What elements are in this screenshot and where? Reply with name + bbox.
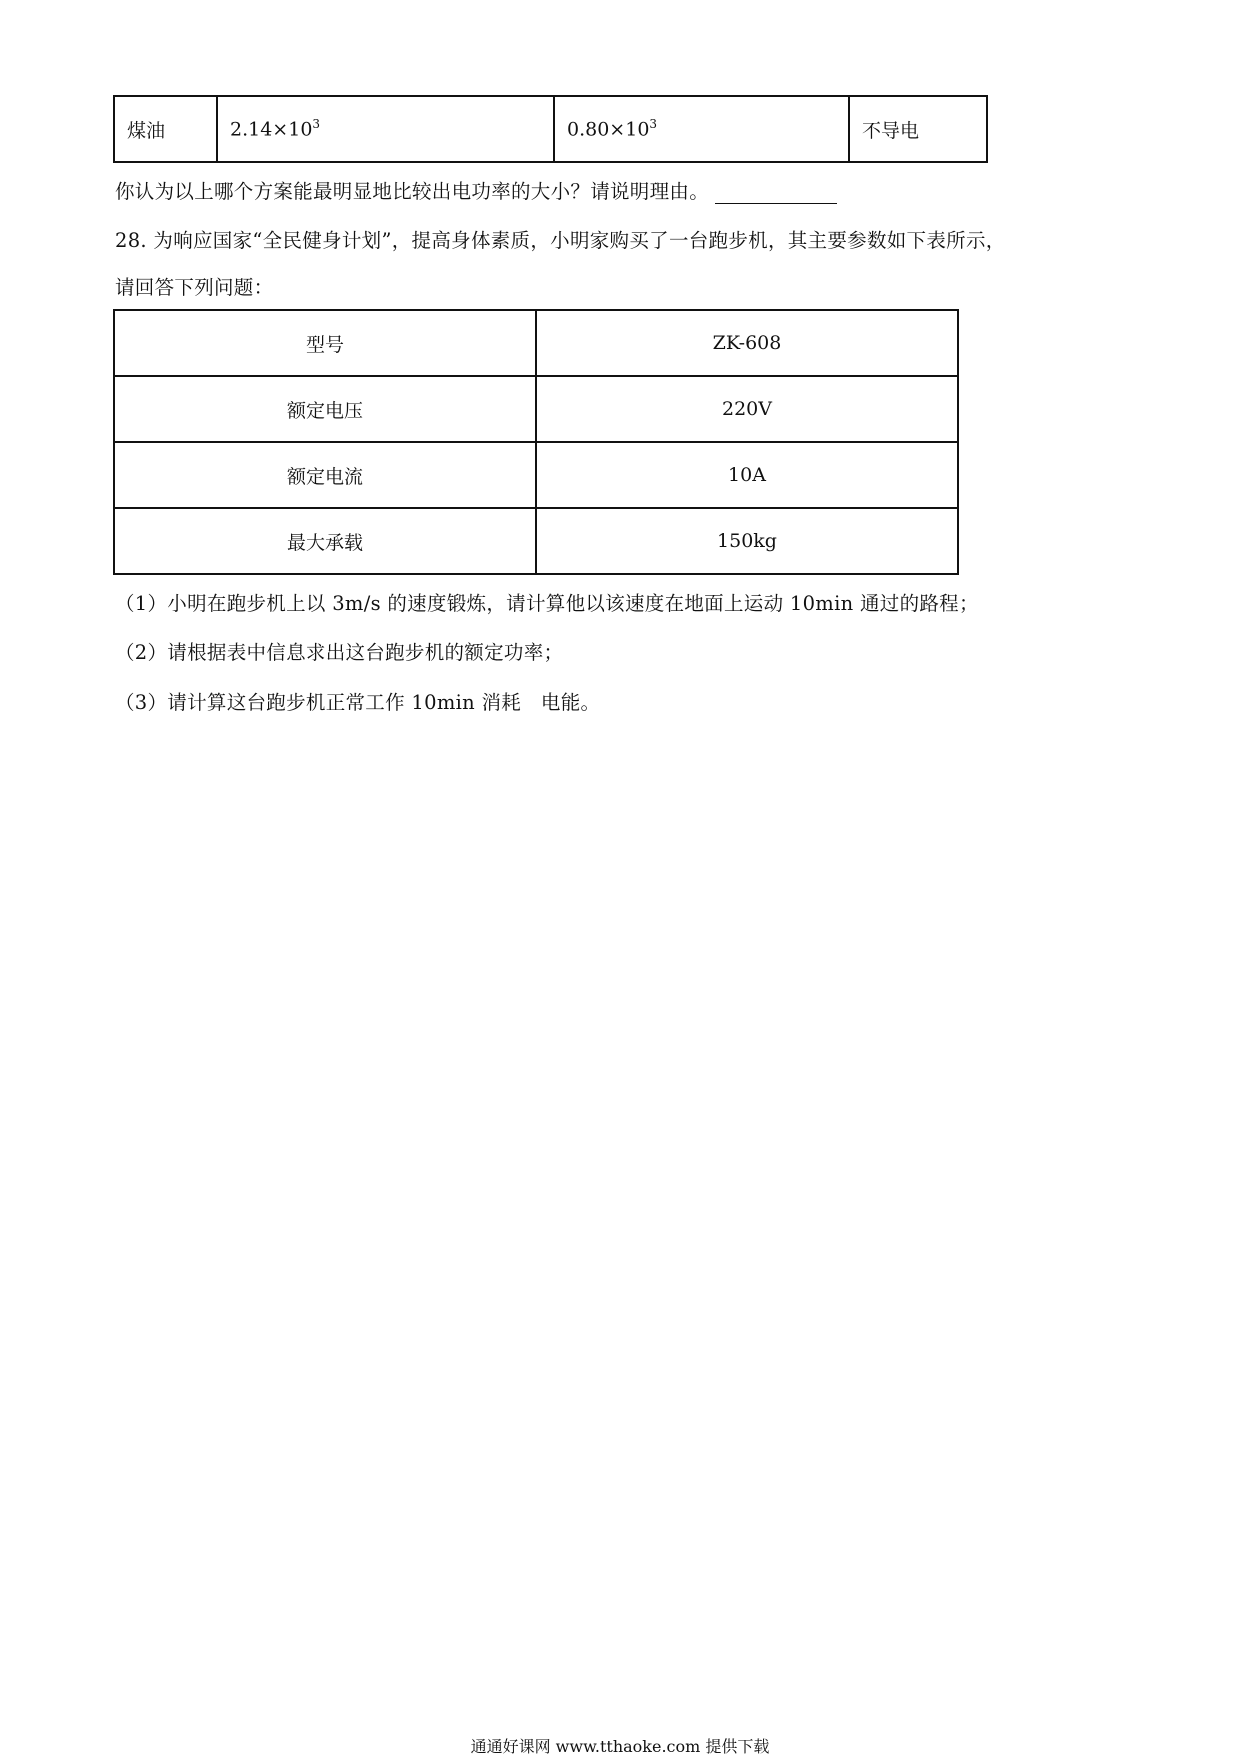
sub-question-3: （3）请计算这台跑步机正常工作 10min 消耗 电能。 [115,691,601,714]
spec-value: 150kg [536,508,958,574]
cell-specific-heat: $2.14\times 10^3$ [217,96,554,162]
spec-label: 额定电流 [114,442,536,508]
spec-value: 10A [536,442,958,508]
cell-liquid-name: 煤油 [114,96,217,162]
footer-source: 通通好课网 www.tthaoke.com 提供下载 [470,1737,770,1756]
cell-density: $0.80\times 10^3$ [554,96,849,162]
cell-conductivity: 不导电 [849,96,987,162]
question-prompt [115,176,837,204]
table-row [114,442,958,508]
spec-label: 额定电压 [114,376,536,442]
sub-question-2: （2）请根据表中信息求出这台跑步机的额定功率； [115,641,564,664]
sub-question-1: （1）小明在跑步机上以 3m/s 的速度锻炼，请计算他以该速度在地面上运动 10min 通过的路程； [115,592,979,615]
table-row [114,508,958,574]
q28-line2: 请回答下列问题： [115,276,274,299]
spec-label: 型号 [114,310,536,376]
spec-value: 220V [536,376,958,442]
q28-line1: 28. 为响应国家“全民健身计划”，提高身体素质，小明家购买了一台跑步机，其主要参数如下表所示， [115,229,1006,252]
spec-label: 最大承载 [114,508,536,574]
table-row [114,96,987,162]
spec-value: ZK-608 [536,310,958,376]
question-text: 你认为以上哪个方案能最明显地比较出电功率的大小？请说明理由。 [115,180,710,203]
table-row [114,310,958,376]
answer-blank [715,183,837,204]
table-row [114,376,958,442]
conductivity-table-continuation [113,95,988,163]
treadmill-spec-table [113,309,959,575]
